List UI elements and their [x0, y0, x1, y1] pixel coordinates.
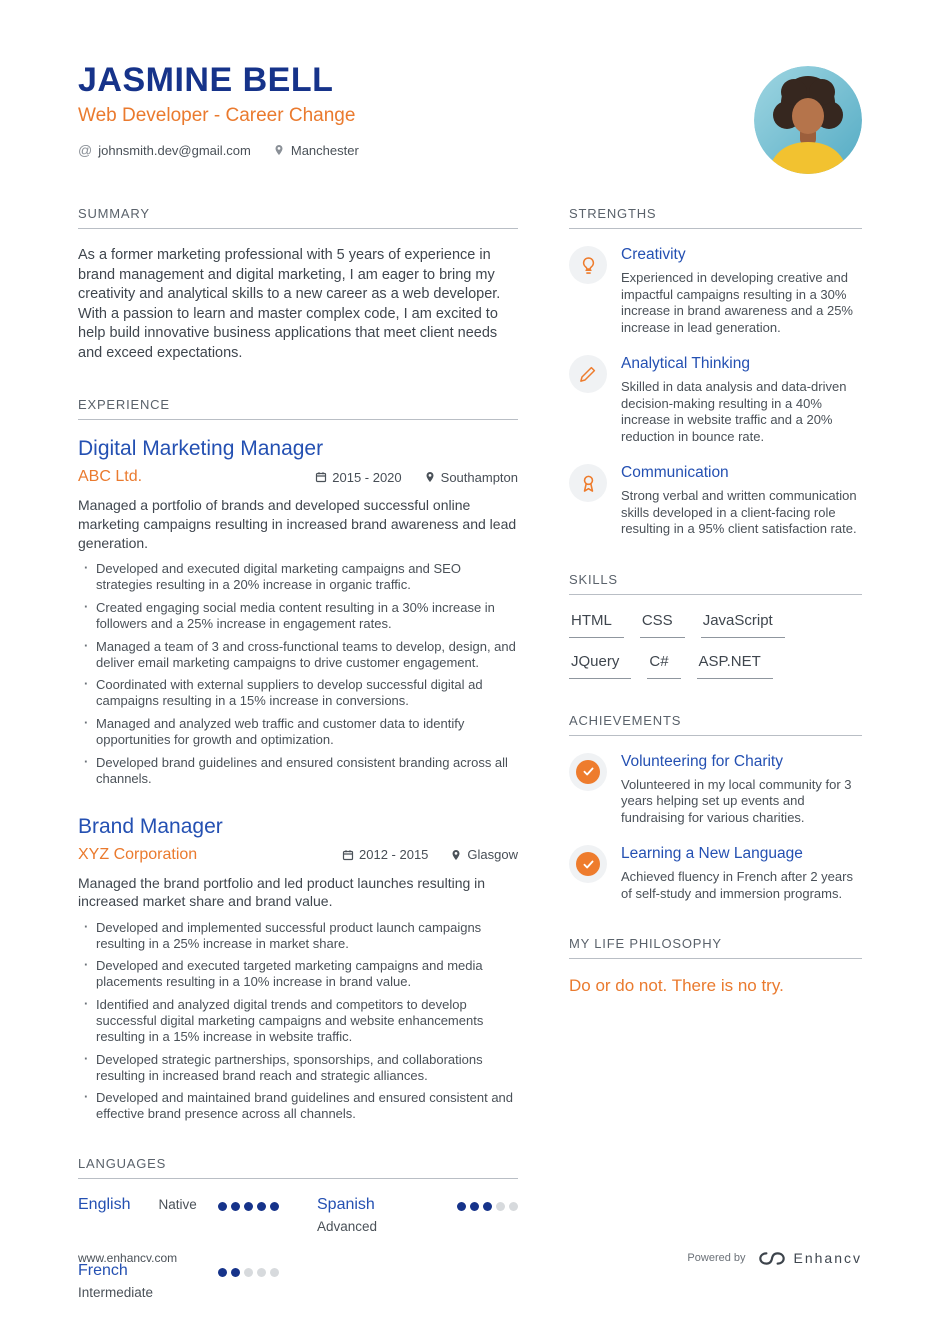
bullet: · Created engaging social media content resulting in a 30% increase in followers and a 25% increase in engagement rates. [78, 600, 518, 632]
calendar-icon [315, 471, 327, 483]
check-icon [569, 845, 607, 883]
achievement-title: Learning a New Language [621, 845, 803, 862]
experience-section [78, 397, 518, 1122]
avatar-illustration [754, 66, 862, 174]
language-item [78, 1196, 279, 1234]
bullet: · Managed and analyzed web traffic and customer data to identify opportunities for growth and optimization. [78, 716, 518, 748]
language-item [78, 1262, 279, 1300]
dot-filled [470, 1202, 479, 1211]
job-description: Managed the brand portfolio and led product launches resulting in increased market share and brand value. [78, 874, 486, 910]
languages-list [78, 1196, 518, 1300]
bullet: · Identified and analyzed digital trends and competitors to develop successful digital marketing campaigns and website enhancements resulting in a 15% increase in website traffic. [78, 997, 518, 1045]
location-pin-icon [273, 144, 285, 156]
location-pin-icon [450, 849, 462, 861]
job-meta [78, 846, 518, 864]
skill-item: CSS [640, 612, 685, 638]
job-dates [315, 470, 401, 485]
email-link[interactable] [78, 142, 251, 158]
job-description: Managed a portfolio of brands and developed successful online marketing campaigns resulting in increased brand awareness and lead generation. [78, 497, 517, 551]
job-title: Brand Manager [78, 814, 223, 838]
bullet: · Developed strategic partnerships, sponsorships, and collaborations resulting in increased brand reach and strategic alliances. [78, 1052, 518, 1084]
strength-item [569, 464, 862, 538]
achievement-item [569, 753, 862, 827]
dot-filled [218, 1268, 227, 1277]
lightbulb-icon [569, 246, 607, 284]
skill-item: JavaScript [701, 612, 785, 638]
skills-heading: SKILLS [569, 572, 862, 595]
dot-empty [270, 1268, 279, 1277]
achievement-body [621, 753, 862, 827]
job-bullets [78, 561, 518, 786]
language-item [317, 1196, 518, 1234]
job-meta [78, 468, 518, 486]
strength-title: Communication [621, 464, 729, 481]
check-icon-inner [576, 760, 600, 784]
dot-empty [496, 1202, 505, 1211]
summary-text: As a former marketing professional with 5 years of experience in brand management and digital marketing, I am eager to bring my creativity and analytical skills to a new career as a web developer. With a passion to learn and master complex code, I am excited to help build innovative business applications that meet client needs and exceed expectations. [78, 247, 501, 361]
job-dates [342, 847, 428, 862]
check-icon [569, 753, 607, 791]
header [78, 62, 862, 174]
footer [78, 1250, 862, 1266]
infinity-logo-icon [758, 1251, 786, 1266]
job-location [450, 847, 518, 862]
bullet: · Developed and maintained brand guidelines and ensured consistent and effective brand presence across all channels. [78, 1090, 518, 1122]
strength-text: Strong verbal and written communication skills developed in a client-facing role resulting in a 95% client satisfaction rate. [621, 488, 857, 536]
dot-filled [231, 1268, 240, 1277]
language-labels [78, 1196, 197, 1214]
enhancv-website-link[interactable]: www.enhancv.com [78, 1251, 178, 1265]
achievement-text: Volunteered in my local community for 3 years helping set up events and fundraising for various charities. [621, 776, 852, 825]
strength-item [569, 355, 862, 445]
bullet: · Coordinated with external suppliers to develop successful digital ad campaigns resulting in a 15% increase in conversions. [78, 677, 518, 709]
bullet: · Developed and executed digital marketing campaigns and SEO strategies resulting in a 20% increase in organic traffic. [78, 561, 518, 593]
language-proficiency-dots [457, 1202, 518, 1211]
strength-title: Creativity [621, 246, 686, 263]
language-name: French [78, 1262, 128, 1280]
skills-section [569, 572, 862, 679]
strengths-heading: STRENGTHS [569, 206, 862, 229]
skill-item: JQuery [569, 653, 631, 679]
medal-icon [569, 464, 607, 502]
dot-empty [509, 1202, 518, 1211]
contact-row [78, 142, 359, 158]
achievement-title: Volunteering for Charity [621, 752, 783, 770]
bullet: · Developed brand guidelines and ensured consistent branding across all channels. [78, 755, 518, 787]
left-column [78, 206, 518, 1334]
bullet: · Developed and implemented successful product launch campaigns resulting in a 25% increase in market share. [78, 920, 518, 952]
language-labels [78, 1262, 153, 1300]
dot-filled [218, 1202, 227, 1211]
dot-filled [257, 1202, 266, 1211]
powered-by-label: Powered by [687, 1252, 746, 1264]
header-text [78, 62, 359, 158]
bullet: · Managed a team of 3 and cross-functional teams to develop, design, and deliver email marketing campaigns to drive customer engagement. [78, 639, 518, 671]
experience-heading: EXPERIENCE [78, 397, 518, 420]
bullet: · Developed and executed targeted marketing campaigns and media placements resulting in a 10% increase in brand value. [78, 958, 518, 990]
philosophy-section [569, 936, 862, 996]
content-columns [78, 206, 862, 1334]
job-entry [78, 437, 518, 786]
achievements-heading: ACHIEVEMENTS [569, 713, 862, 736]
achievement-body [621, 845, 862, 902]
dot-filled [231, 1202, 240, 1211]
language-proficiency-dots [218, 1202, 279, 1211]
location-item [273, 143, 359, 158]
check-icon-inner [576, 852, 600, 876]
language-level: Advanced [317, 1219, 378, 1235]
job-location-text: Southampton [440, 469, 518, 485]
strength-body [621, 355, 862, 445]
strength-text: Experienced in developing creative and impactful campaigns resulting in a 30% increase in brand awareness and a 25% increase in lead generation. [621, 270, 853, 335]
achievement-text: Achieved fluency in French after 2 years of self-study and immersion programs. [621, 869, 853, 901]
strength-item [569, 246, 862, 336]
job-bullets [78, 920, 518, 1122]
dot-empty [257, 1268, 266, 1277]
powered-by [687, 1250, 862, 1266]
skill-item: C# [647, 653, 680, 679]
email-text: johnsmith.dev@gmail.com [98, 142, 251, 158]
languages-section [78, 1156, 518, 1300]
language-labels [317, 1196, 377, 1234]
language-name: English [78, 1196, 131, 1214]
enhancv-logo [758, 1250, 862, 1266]
job-dates-text: 2012 - 2015 [359, 847, 429, 863]
avatar [754, 66, 862, 174]
company-name: ABC Ltd. [78, 468, 143, 486]
dot-filled [457, 1202, 466, 1211]
job-dates-text: 2015 - 2020 [332, 469, 402, 485]
summary-heading: SUMMARY [78, 206, 518, 229]
pencil-icon [569, 355, 607, 393]
email-icon: @ [78, 142, 93, 159]
philosophy-heading: MY LIFE PHILOSOPHY [569, 936, 862, 959]
location-text: Manchester [290, 142, 359, 158]
skill-item: ASP.NET [697, 653, 773, 679]
dot-filled [270, 1202, 279, 1211]
strengths-section [569, 206, 862, 538]
dot-empty [244, 1268, 253, 1277]
calendar-icon [342, 849, 354, 861]
dot-filled [244, 1202, 253, 1211]
language-level: Native [158, 1197, 197, 1213]
language-name: Spanish [317, 1196, 375, 1214]
skill-item: HTML [569, 612, 624, 638]
summary-section [78, 206, 518, 363]
dot-filled [483, 1202, 492, 1211]
job-title: Digital Marketing Manager [78, 437, 324, 461]
skills-list [569, 612, 862, 679]
candidate-title: Web Developer - Career Change [78, 105, 356, 127]
job-location-text: Glasgow [467, 847, 518, 863]
location-pin-icon [424, 471, 436, 483]
job-entry [78, 815, 518, 1123]
strength-body [621, 246, 862, 336]
strength-title: Analytical Thinking [621, 355, 750, 372]
languages-heading: LANGUAGES [78, 1156, 518, 1179]
achievements-section [569, 713, 862, 903]
language-level: Intermediate [78, 1285, 154, 1301]
strength-body [621, 464, 862, 538]
language-proficiency-dots [218, 1268, 279, 1277]
achievement-item [569, 845, 862, 902]
brand-name: Enhancv [793, 1250, 862, 1266]
company-name: XYZ Corporation [78, 845, 198, 863]
strength-text: Skilled in data analysis and data-driven decision-making resulting in a 40% increase in website traffic and a 20% reduction in bounce rate. [621, 379, 847, 444]
right-column [569, 206, 862, 1030]
candidate-name: JASMINE BELL [78, 61, 334, 99]
job-location [424, 470, 518, 485]
philosophy-quote: Do or do not. There is no try. [569, 976, 784, 995]
